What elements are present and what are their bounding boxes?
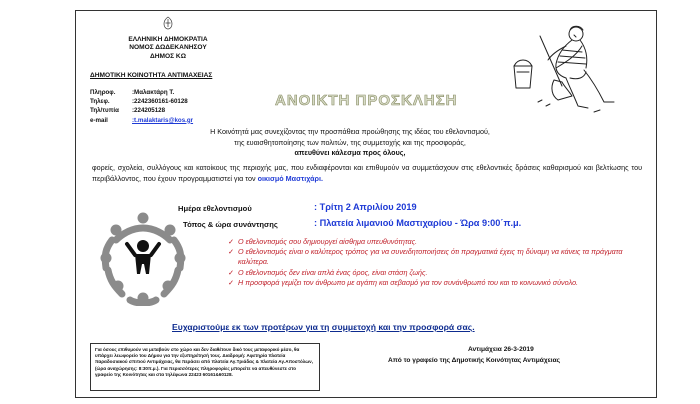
header-line-prefecture: ΝΟΜΟΣ ΔΩΔΕΚΑΝΗΣΟΥ: [129, 44, 207, 52]
contact-info: [90, 88, 193, 125]
community-name: ΔΗΜΟΤΙΚΗ ΚΟΙΝΟΤΗΤΑ ΑΝΤΙΜΑΧΕΙΑΣ: [90, 72, 213, 79]
header-line-municipality: ΔΗΜΟΣ ΚΩ: [150, 52, 186, 60]
greek-emblem-icon: [162, 16, 174, 30]
meeting-place-label: Τόπος & ώρα συνάντησης: [183, 220, 278, 229]
page-title: ΑΝΟΙΚΤΗ ΠΡΟΣΚΛΗΣΗ: [275, 92, 458, 109]
day-value: : Τρίτη 2 Απριλίου 2019: [314, 202, 417, 212]
benefits-list: [228, 237, 628, 288]
sweeping-man-illustration: [500, 16, 628, 120]
body-paragraph: [92, 163, 642, 184]
contact-key: Τηλ/τυπία: [90, 107, 119, 115]
day-label: Ημέρα εθελοντισμού: [178, 204, 252, 213]
intro-line: της ευαισθητοποίησης των πολιτών, της συμμετοχής και της προσφοράς,: [234, 137, 466, 147]
list-item: ✓ Ο εθελοντισμός είναι ο καλύτερος τρόπος για να συνειδητοποιήσεις ότι πραγματικά έχεις τη δύναμη να κάνεις τα πράγματα καλύτερα.: [228, 247, 628, 267]
list-item: ✓ Ο εθελοντισμός δεν είναι απλά ένας όρος, είναι στάση ζωής.: [228, 268, 628, 278]
email-link[interactable]: :t.malaktaris@kos.gr: [132, 116, 194, 124]
contact-key: e-mail: [90, 116, 108, 124]
volunteers-circle-icon: [94, 208, 192, 306]
contact-value: :2242360161-60128: [132, 98, 188, 106]
list-item: ✓ Ο εθελοντισμός σου δημιουργεί αίσθημα υπευθυνότητας.: [228, 237, 628, 247]
meeting-place-value: : Πλατεία λιμανιού Μαστιχαρίου - Ώρα 9:00΄π.μ.: [314, 218, 522, 228]
intro-line: Η Κοινότητά μας συνεχίζοντας την προσπάθεια προώθησης της ιδέας του εθελοντισμού,: [210, 127, 490, 136]
contact-value: :Μαλακτάρη Τ.: [132, 89, 175, 96]
issue-date: Αντιμάχεια 26-3-2019: [468, 346, 534, 353]
contact-row: [90, 88, 193, 97]
thanks-message: Ευχαριστούμε εκ των προτέρων για τη συμμετοχή και την προσφορά σας.: [172, 322, 475, 332]
transport-note: Για όσους επιθυμούν να μεταβούν στο χώρο και δεν διαθέτουν δικό τους μεταφορικό μέσο, θα υπάρχει λεωφορείο του Δήμου για την εξυπηρέτησή τους. Διαδρομή: Αφετηρία πλατεία παραδοσιακού σπιτιού Αντιμάχειας, θα περάσει από πλατεία Αγ.Τριάδας & πλατεία Αγ.Αποστόλων, (ώρα αναχώρησης: 8:30π.μ.). Για περισσότερες πληροφορίες μπορείτε να απευθύνεστε στο γραφείο της Κοινότητας και στα τηλέφωνα 22423 60161&60128.: [90, 343, 320, 391]
intro-paragraph: [120, 127, 580, 159]
body-text: φορείς, σχολεία, συλλόγους και κατοίκους της περιοχής μας, που ενδιαφέρονται και επιθυμούν να συμμετάσχουν στις εθελοντικές δράσεις καθαρισμού και βελτίωσης του περιβάλλοντος, που έχουν προγραμματιστεί για τον: [92, 163, 642, 183]
contact-row: [90, 97, 193, 106]
issuer-signoff: Από το γραφείο της Δημοτικής Κοινότητας Αντιμάχειας: [388, 357, 561, 364]
list-item: ✓ Η προσφορά γεμίζει τον άνθρωπο με αγάπη και σεβασμό για τον συνάνθρωπό του και το κοινωνικό σύνολο.: [228, 278, 628, 288]
contact-value: :224205128: [132, 107, 166, 115]
issuer-header: [108, 36, 228, 61]
contact-row: [90, 106, 193, 115]
body-place: οικισμό Μαστιχάρι.: [257, 173, 323, 183]
header-line-republic: ΕΛΛΗΝΙΚΗ ΔΗΜΟΚΡΑΤΙΑ: [128, 36, 208, 43]
contact-row: [90, 116, 193, 125]
contact-key: Πληροφ.: [90, 89, 116, 96]
intro-call: απευθύνει κάλεσμα προς όλους,: [294, 148, 406, 157]
contact-key: Τηλεφ.: [90, 98, 110, 106]
